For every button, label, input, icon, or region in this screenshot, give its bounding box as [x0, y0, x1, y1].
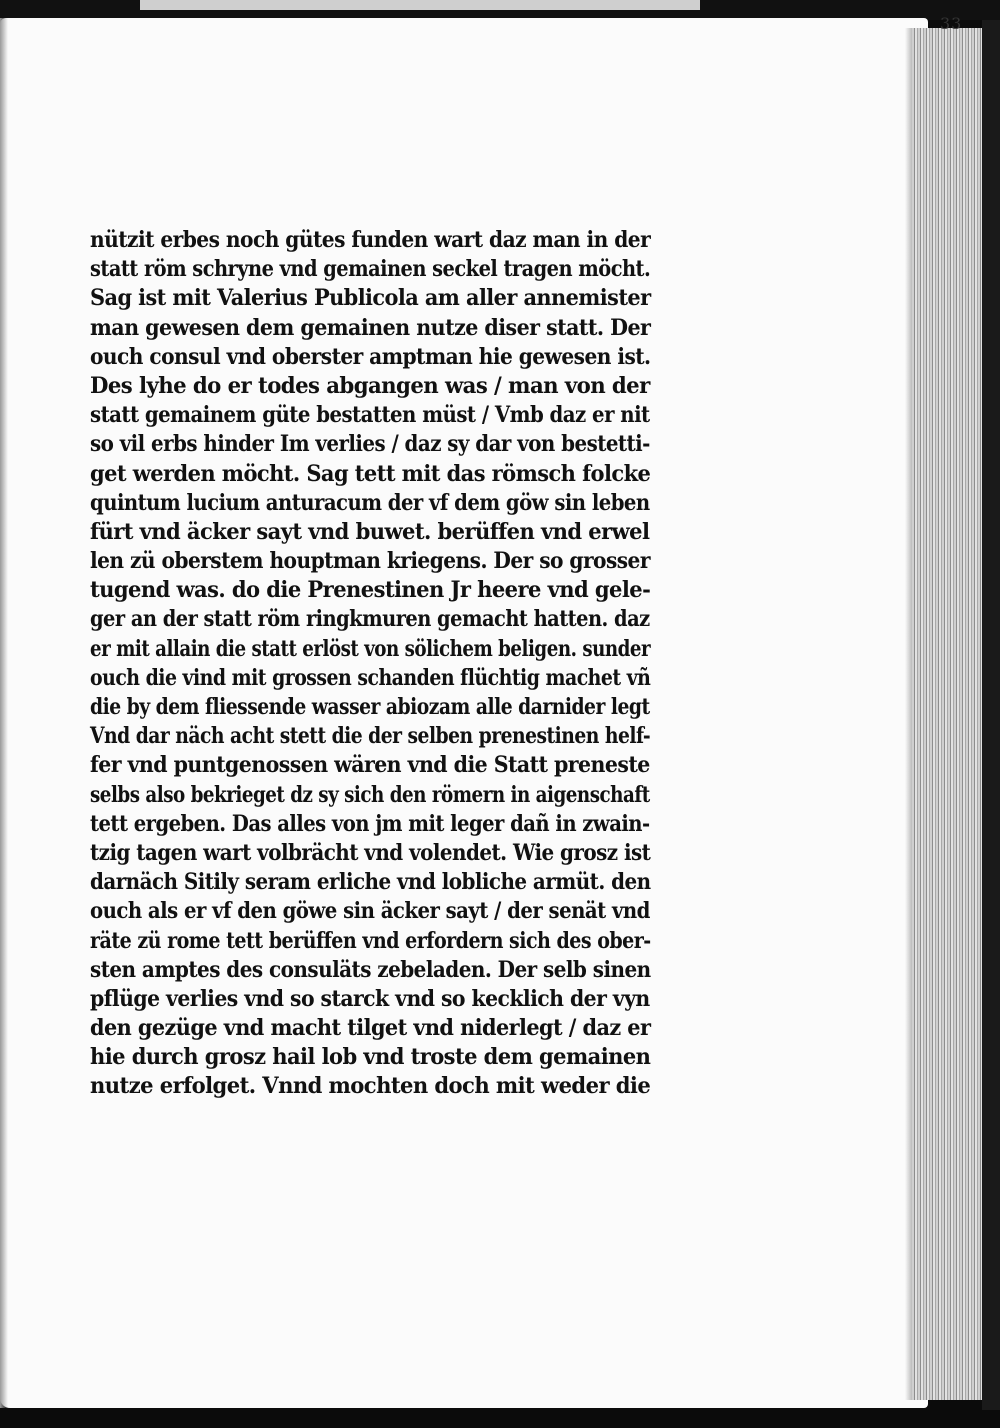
text-line: sten amptes des consuläts zebeladen. Der selb sinen — [90, 956, 651, 983]
text-line: den gezüge vnd macht tilget vnd niderlegt / daz er — [90, 1015, 651, 1042]
text-line: get werden möcht. Sag tett mit das römsch folcke — [90, 460, 651, 487]
text-line: Des lyhe do er todes abgangen was / man von der — [90, 372, 650, 399]
text-line: tugend was. do die Prenestinen Jr heere vnd gele- — [90, 577, 651, 604]
text-line: statt röm schryne vnd gemainen seckel tragen möcht. — [90, 256, 651, 283]
text-line: fürt vnd äcker sayt vnd buwet. berüffen vnd erwel — [90, 518, 650, 545]
text-line: quintum lucium anturacum der vf dem göw sin leben — [90, 489, 650, 516]
text-line: nutze erfolget. Vnnd mochten doch mit weder die — [90, 1073, 651, 1100]
top-dark-strip — [0, 0, 1000, 20]
text-line: so vil erbs hinder Im verlies / daz sy dar von bestetti- — [90, 431, 650, 458]
gutter-shadow — [0, 18, 8, 1408]
text-line: ouch die vind mit grossen schanden flüchtig machet vñ — [90, 664, 651, 691]
text-line: man gewesen dem gemainen nutze diser statt. Der — [90, 314, 651, 341]
text-line: pflüge verlies vnd so starck vnd so kecklich der vyn — [90, 985, 650, 1012]
text-line: darnäch Sitily seram erliche vnd lobliche armüt. den — [90, 869, 651, 896]
text-line: räte zü rome tett berüffen vnd erfordern sich des ober- — [90, 927, 651, 954]
text-line: hie durch grosz hail lob vnd troste dem gemainen — [90, 1044, 651, 1071]
text-line: Sag ist mit Valerius Publicola am aller annemister — [90, 285, 651, 312]
text-line: die by dem fliessende wasser abiozam alle darnider legt — [90, 694, 650, 720]
text-line: statt gemainem güte bestatten müst / Vmb daz er nit — [90, 402, 650, 429]
text-line: selbs also bekrieget dz sy sich den römern in aigenschaft — [90, 781, 650, 808]
text-line: tett ergeben. Das alles von jm mit leger dañ in zwain- — [90, 810, 650, 837]
text-line: nützit erbes noch gütes funden wart daz man in der — [90, 227, 651, 253]
book-fore-edge — [912, 28, 982, 1400]
text-line: ouch consul vnd oberster amptman hie gewesen ist. — [90, 343, 651, 370]
text-line: ger an der statt röm ringkmuren gemacht hatten. daz — [90, 606, 650, 633]
text-line: er mit allain die statt erlöst von sölichem beligen. sunder — [90, 635, 651, 662]
text-block — [90, 226, 670, 1102]
folio-number: 33 — [940, 14, 963, 33]
text-line: Vnd dar näch acht stett die der selben prenestinen helf- — [90, 723, 651, 750]
text-line: len zü oberstem houptman kriegens. Der so grosser — [90, 548, 650, 575]
top-light-band — [140, 0, 700, 10]
text-line: tzig tagen wart volbrächt vnd volendet. Wie grosz ist — [90, 839, 651, 866]
right-dark-rim — [982, 20, 1000, 1410]
text-line: ouch als er vf den göwe sin äcker sayt / der senät vnd — [90, 898, 650, 925]
text-line: fer vnd puntgenossen wären vnd die Statt preneste — [90, 752, 650, 779]
